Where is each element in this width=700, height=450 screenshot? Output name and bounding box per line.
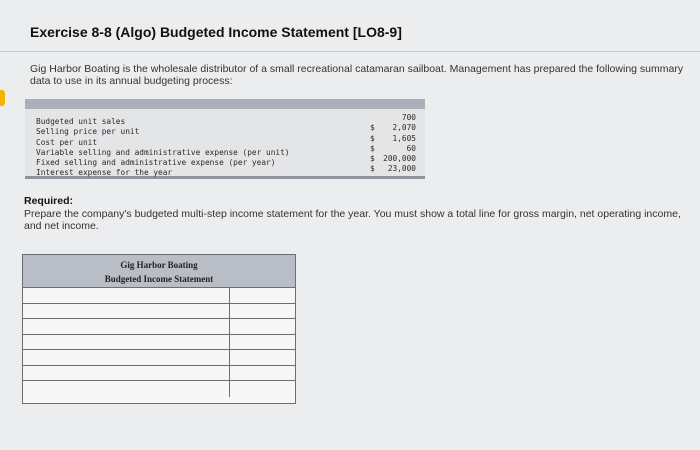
budget-label-column xyxy=(36,117,289,179)
budget-value-row xyxy=(370,164,420,174)
budget-value: 23,000 xyxy=(387,164,416,174)
statement-row xyxy=(23,381,295,397)
statement-row xyxy=(23,350,295,366)
budget-label: Selling price per unit xyxy=(36,127,140,137)
statement-label-cell[interactable] xyxy=(23,381,230,397)
statement-row xyxy=(23,319,295,335)
budget-label: Variable selling and administrative expense (per unit) xyxy=(36,147,290,157)
currency-sign: $ xyxy=(370,133,375,143)
required-instructions: Prepare the company's budgeted multi-step income statement for the year. You must show a total line for gross margin, net operating income, and net income. xyxy=(24,208,681,232)
statement-amount-cell[interactable] xyxy=(230,366,295,381)
statement-label-cell[interactable] xyxy=(23,350,230,365)
budget-data-body xyxy=(25,109,425,176)
bookmark-marker xyxy=(0,90,5,106)
required-heading: Required: xyxy=(24,195,74,207)
statement-label-cell[interactable] xyxy=(23,366,230,381)
income-statement-table xyxy=(22,254,296,404)
budget-value: 2,070 xyxy=(392,123,416,133)
budget-value-row xyxy=(370,134,420,144)
budget-value-row xyxy=(370,144,420,154)
statement-label-cell[interactable] xyxy=(23,335,230,350)
statement-label-cell[interactable] xyxy=(23,304,230,319)
exercise-title: Exercise 8-8 (Algo) Budgeted Income Statement [LO8-9] xyxy=(30,24,402,40)
currency-sign: $ xyxy=(370,123,375,133)
currency-sign: $ xyxy=(370,154,375,164)
budget-value-row xyxy=(370,123,420,133)
statement-row xyxy=(23,304,295,320)
currency-sign: $ xyxy=(370,164,375,174)
statement-title: Budgeted Income Statement xyxy=(104,274,214,284)
budget-label: Cost per unit xyxy=(36,137,98,147)
statement-amount-cell[interactable] xyxy=(230,335,295,350)
statement-row xyxy=(23,366,295,382)
budget-value: 60 xyxy=(406,143,416,153)
budget-value: 700 xyxy=(401,113,416,122)
statement-label-cell[interactable] xyxy=(23,288,230,303)
statement-amount-cell[interactable] xyxy=(230,304,295,319)
budget-value-column xyxy=(370,113,420,175)
budget-label: Budgeted unit sales xyxy=(36,117,126,126)
budget-value: 200,000 xyxy=(383,154,416,164)
income-statement-rows xyxy=(23,288,295,397)
statement-amount-cell[interactable] xyxy=(230,288,295,303)
statement-row xyxy=(23,288,295,304)
budget-label: Interest expense for the year xyxy=(36,168,173,178)
statement-amount-cell[interactable] xyxy=(230,381,295,397)
statement-amount-cell[interactable] xyxy=(230,350,295,365)
statement-label-cell[interactable] xyxy=(23,319,230,334)
statement-amount-cell[interactable] xyxy=(230,319,295,334)
budget-data-header xyxy=(25,99,425,109)
exercise-intro: Gig Harbor Boating is the wholesale distributor of a small recreational catamaran sailboat. Management has prepared the following summary data to use in its annual budgeting process: xyxy=(30,63,684,87)
budget-value: 1,605 xyxy=(392,133,416,143)
statement-row xyxy=(23,335,295,351)
budget-data-table xyxy=(25,99,425,179)
budget-value-row xyxy=(370,113,420,123)
budget-label: Fixed selling and administrative expense (per year) xyxy=(36,158,276,168)
currency-sign: $ xyxy=(370,143,375,153)
income-statement-header xyxy=(23,255,295,288)
title-divider xyxy=(0,51,700,52)
statement-company-name: Gig Harbor Boating xyxy=(120,260,198,270)
budget-value-row xyxy=(370,154,420,164)
